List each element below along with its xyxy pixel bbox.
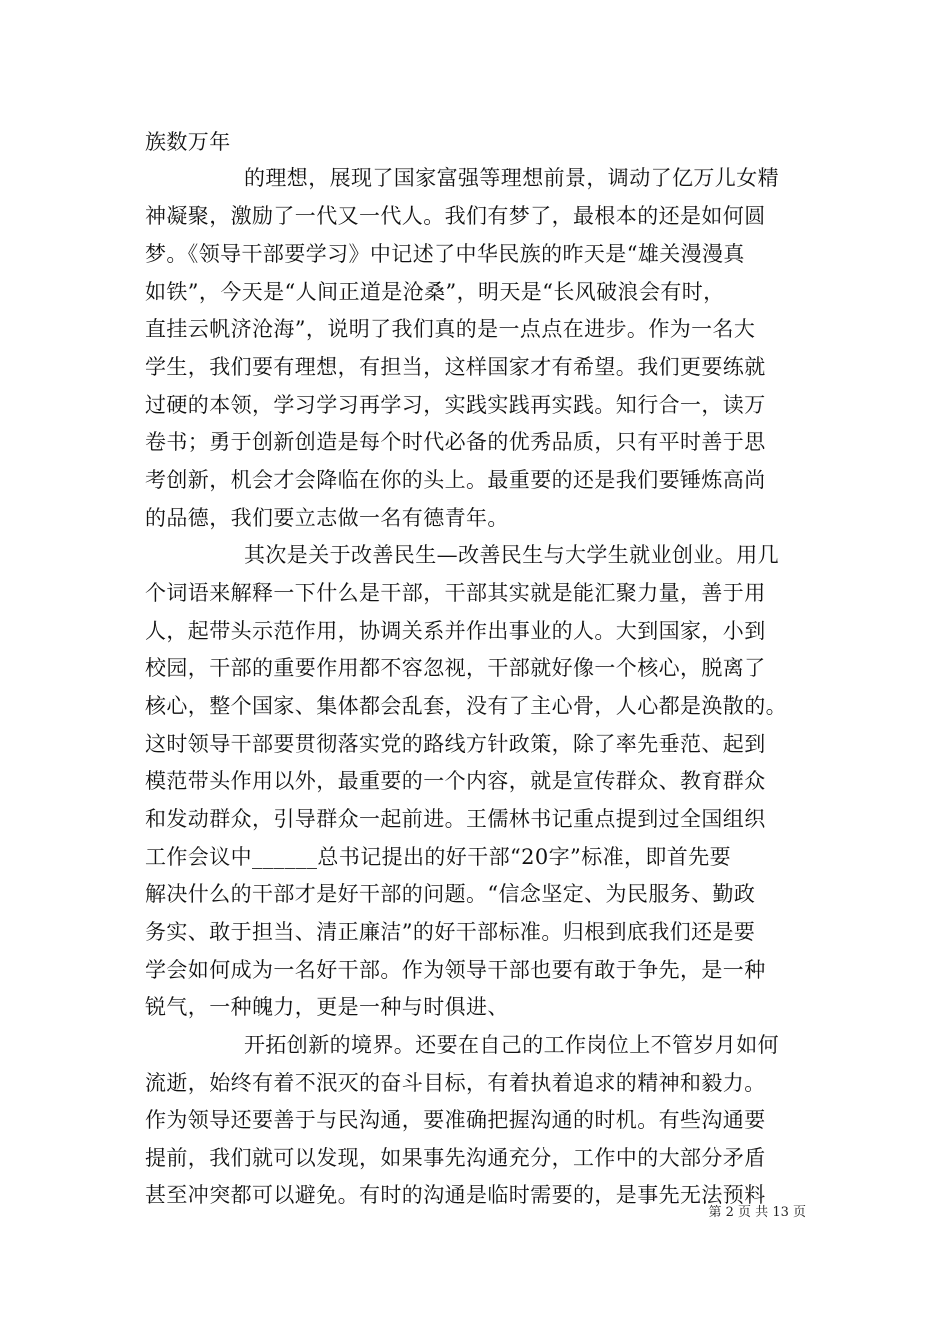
text-line: 直挂云帆济沧海”，说明了我们真的是一点点在进步。作为一名大 bbox=[145, 317, 756, 341]
text-line: 如铁”，今天是“人间正道是沧桑”，明天是“长风破浪会有时， bbox=[145, 280, 725, 304]
text-line: 提前，我们就可以发现，如果事先沟通充分，工作中的大部分矛盾 bbox=[145, 1146, 766, 1170]
text-line: 族数万年 bbox=[145, 130, 231, 154]
text-line: 梦。《领导干部要学习》中记述了中华民族的昨天是“雄关漫漫真 bbox=[145, 242, 745, 266]
text-line: 的品德，我们要立志做一名有德青年。 bbox=[145, 506, 509, 530]
text-line: 这时领导干部要贯彻落实党的路线方针政策，除了率先垂范、起到 bbox=[145, 732, 766, 756]
text-line: 考创新，机会才会降临在你的头上。最重要的还是我们要锤炼高尚 bbox=[145, 468, 766, 492]
text-line: 作为领导还要善于与民沟通，要准确把握沟通的时机。有些沟通要 bbox=[145, 1108, 766, 1132]
text-line: 学会如何成为一名好干部。作为领导干部也要有敢于争先，是一种 bbox=[145, 958, 766, 982]
text-line: 务实、敢于担当、清正廉洁”的好干部标准。归根到底我们还是要 bbox=[145, 920, 756, 944]
text-line: 卷书；勇于创新创造是每个时代必备的优秀品质，只有平时善于思 bbox=[145, 430, 766, 454]
text-line: 模范带头作用以外，最重要的一个内容，就是宣传群众、教育群众 bbox=[145, 769, 766, 793]
text-line: 核心，整个国家、集体都会乱套，没有了主心骨，人心都是涣散的。 bbox=[145, 694, 787, 718]
page-number-footer: 第 2 页 共 13 页 bbox=[708, 1205, 806, 1220]
text-line: 和发动群众，引导群众一起前进。王儒林书记重点提到过全国组织 bbox=[145, 807, 766, 831]
text-line: 锐气，一种魄力，更是一种与时俱进、 bbox=[145, 995, 509, 1019]
text-line: 流逝，始终有着不泯灭的奋斗目标，有着执着追求的精神和毅力。 bbox=[145, 1071, 766, 1095]
text-line: 其次是关于改善民生—改善民生与大学生就业创业。用几 bbox=[244, 543, 779, 567]
text-line: 神凝聚，激励了一代又一代人。我们有梦了，最根本的还是如何圆 bbox=[145, 204, 766, 228]
text-line: 人，起带头示范作用，协调关系并作出事业的人。大到国家，小到 bbox=[145, 619, 766, 643]
text-line: 校园，干部的重要作用都不容忽视，干部就好像一个核心，脱离了 bbox=[145, 656, 766, 680]
text-line: 学生，我们要有理想，有担当，这样国家才有希望。我们更要练就 bbox=[145, 355, 766, 379]
text-line: 开拓创新的境界。还要在自己的工作岗位上不管岁月如何 bbox=[244, 1033, 779, 1057]
text-line: 的理想，展现了国家富强等理想前景，调动了亿万儿女精 bbox=[244, 166, 779, 190]
text-line: 个词语来解释一下什么是干部，干部其实就是能汇聚力量，善于用 bbox=[145, 581, 766, 605]
text-line: 解决什么的干部才是好干部的问题。“信念坚定、为民服务、勤政 bbox=[145, 882, 756, 906]
text-line: 工作会议中______总书记提出的好干部“20字”标准，即首先要 bbox=[145, 845, 731, 869]
text-line: 过硬的本领，学习学习再学习，实践实践再实践。知行合一，读万 bbox=[145, 393, 766, 417]
text-line: 甚至冲突都可以避免。有时的沟通是临时需要的，是事先无法预料 bbox=[145, 1183, 766, 1207]
